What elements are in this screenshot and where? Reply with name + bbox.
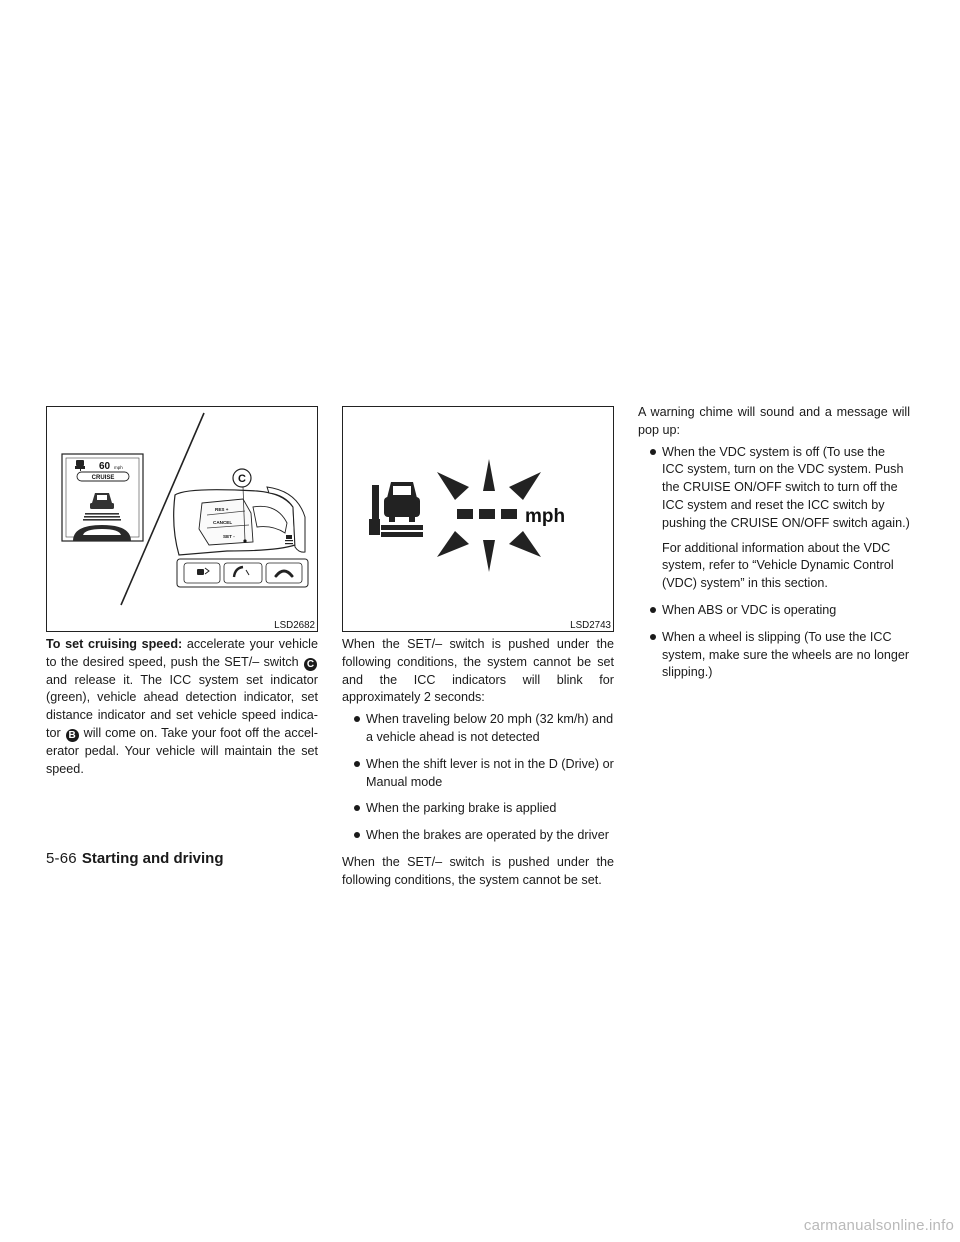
cruise-switch-illustration: [47, 407, 317, 631]
icc-vehicle-indicator-icon: [369, 482, 423, 537]
marker-c-icon: C: [304, 658, 317, 671]
blinking-indicator-illustration: [343, 407, 613, 631]
page-number: 5-66: [46, 850, 77, 867]
list-item: [638, 444, 910, 593]
speed-dashes-icon: [457, 509, 517, 519]
list-item: When a wheel is slipping (To use the ICC system, make sure the wheels are no longer slipping.): [638, 629, 910, 682]
text-run: and release it. The ICC system set indicator (green), vehicle ahead detection indicator, set distance indicator and set vehicle speed indica-tor: [46, 672, 318, 740]
figure-code: LSD2682: [271, 619, 317, 631]
distance-bars-icon: [83, 513, 121, 521]
figure-code: LSD2743: [567, 619, 613, 631]
list-item-subtext: For additional information about the VDC system, refer to “Vehicle Dynamic Control (VDC) system” in this section.: [662, 540, 894, 591]
display-cruise-label: CRUISE: [91, 475, 115, 481]
conditions-list: [342, 711, 614, 845]
callout-c-label: C: [238, 473, 246, 485]
column-left: [46, 406, 318, 778]
figure-cruise-switch: [46, 406, 318, 632]
display-speed-unit: mph: [114, 465, 123, 470]
text-run: accelerate your vehicle to the desired speed, push the SET/– switch: [46, 637, 318, 669]
list-item: When ABS or VDC is operating: [638, 602, 910, 620]
display-speed: 60: [99, 461, 111, 472]
list-item: When the brakes are operated by the driver: [342, 827, 614, 845]
figure-blinking-indicator: [342, 406, 614, 632]
text-run: will come on. Take your foot off the accel-erator pedal. Your vehicle will maintain the set speed.: [46, 725, 318, 776]
button-set-label: SET -: [223, 534, 235, 539]
list-item: When the shift lever is not in the D (Drive) or Manual mode: [342, 756, 614, 792]
warning-intro: A warning chime will sound and a message will pop up:: [638, 405, 910, 437]
page-footer: [46, 850, 224, 868]
mph-label: mph: [525, 506, 566, 527]
set-speed-lead: To set cruising speed:: [46, 637, 183, 651]
button-cancel-label: CANCEL: [213, 520, 233, 525]
marker-b-icon: B: [66, 729, 79, 742]
section-title: Starting and driving: [81, 850, 224, 867]
column-right: [638, 404, 910, 691]
list-item: When the parking brake is applied: [342, 800, 614, 818]
conditions-outro: When the SET/– switch is pushed under the following conditions, the system cannot be set.: [342, 854, 614, 887]
button-res-label: RES +: [215, 507, 229, 512]
column-middle: [342, 406, 614, 890]
list-item: When traveling below 20 mph (32 km/h) and a vehicle ahead is not detected: [342, 711, 614, 747]
conditions-intro: When the SET/– switch is pushed under the following conditions, the system cannot be set and the ICC indicators will blink for approximately 2 seconds:: [342, 637, 614, 705]
warning-list: [638, 444, 910, 683]
watermark: carmanualsonline.info: [803, 1217, 954, 1234]
set-speed-paragraph: [46, 636, 318, 778]
list-item-text: When the VDC system is off (To use the ICC system, turn on the VDC system. Push the CRUISE ON/OFF switch to turn off the ICC system and reset the ICC switch by pushing the CRUISE ON/OFF switch again.): [662, 444, 910, 530]
